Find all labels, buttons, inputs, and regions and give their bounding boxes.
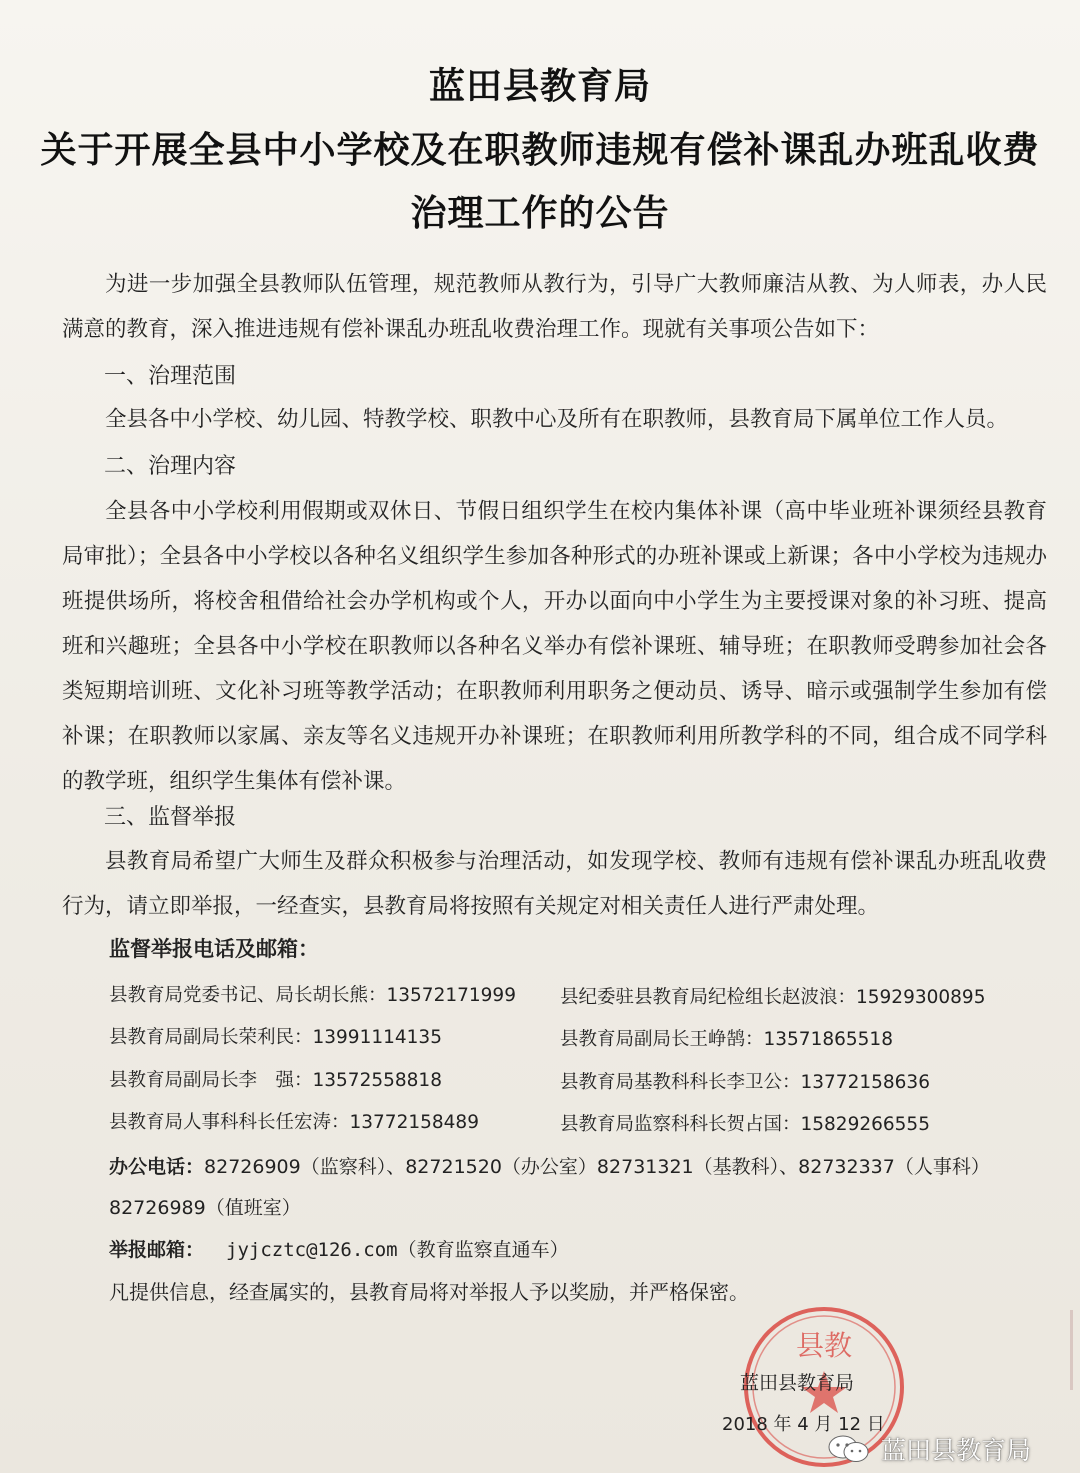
- signature-org: 蓝田县教育局: [740, 1372, 855, 1394]
- contact-right-3: 县教育局基教科科长李卫公：13772158636: [560, 1072, 930, 1093]
- stamp-text: 县教: [795, 1329, 853, 1362]
- section-1-body: 全县各中小学校、幼儿园、特教学校、职教中心及所有在职教师，县教育局下属单位工作人员。: [105, 407, 1009, 432]
- contacts-label: 监督举报电话及邮箱：: [109, 937, 319, 961]
- email-note: （教育监察直通车）: [397, 1239, 569, 1261]
- wechat-icon: [827, 1434, 871, 1464]
- office-phones-line: [109, 1152, 990, 1179]
- intro-paragraph: 为进一步加强全县教师队伍管理，规范教师从教行为，引导广大教师廉洁从教、为人师表，办人民满意的教育，深入推进违规有偿补课乱办班乱收费治理工作。现就有关事项公告如下：: [62, 272, 1047, 342]
- title-line-3: 治理工作的公告: [410, 192, 670, 234]
- email-line: [109, 1235, 569, 1262]
- section-2-body: 全县各中小学校利用假期或双休日、节假日组织学生在校内集体补课（高中毕业班补课须经县教育局审批）；全县各中小学校以各种名义组织学生参加各种形式的办班补课或上新课；各中小学校为违规办班提供场所，将校舍租借给社会办学机构或个人，开办以面向中小学生为主要授课对象的补习班、提高班和兴趣班；全县各中小学校在职教师以各种名义举办有偿补课班、辅导班；在职教师受聘参加社会各类短期培训班、文化补习班等教学活动；在职教师利用职务之便动员、诱导、暗示或强制学生参加有偿补课；在职教师以家属、亲友等名义违规开办补课班；在职教师利用所教学科的不同，组合成不同学科的教学班，组织学生集体有偿补课。: [62, 499, 1047, 794]
- office-phones-numbers: 82726909（监察科）、82721520（办公室）82731321（基教科）、82732337（人事科）: [204, 1156, 990, 1178]
- office-phones-label: 办公电话：: [109, 1156, 205, 1178]
- contact-left-3: 县教育局副局长李 强：13572558818: [109, 1070, 442, 1091]
- duty-room-phone: 82726989（值班室）: [109, 1197, 301, 1219]
- contact-right-4: 县教育局监察科科长贺占国：15829266555: [560, 1114, 930, 1135]
- contact-left-2: 县教育局副局长荣利民：13991114135: [109, 1027, 442, 1048]
- section-3-heading: 三、监督举报: [104, 805, 237, 830]
- email-label: 举报邮箱：: [109, 1239, 205, 1261]
- email-address: jyjcztc@126.com: [226, 1239, 398, 1261]
- section-3-body: 县教育局希望广大师生及群众积极参与治理活动，如发现学校、教师有违规有偿补课乱办班乱收费行为，请立即举报，一经查实，县教育局将按照有关规定对相关责任人进行严肃处理。: [62, 849, 1047, 919]
- contact-right-2: 县教育局副局长王峥鹄：13571865518: [560, 1029, 893, 1050]
- title-line-2: 关于开展全县中小学校及在职教师违规有偿补课乱办班乱收费: [40, 129, 1040, 171]
- contact-left-4: 县教育局人事科科长任宏涛：13772158489: [109, 1112, 479, 1133]
- watermark-account: 蓝田县教育局: [881, 1436, 1032, 1465]
- contact-right-1: 县纪委驻县教育局纪检组长赵波浪：15929300895: [560, 987, 986, 1008]
- section-2-heading: 二、治理内容: [104, 454, 237, 479]
- office-phones-line-2: [109, 1193, 301, 1220]
- contact-left-1: 县教育局党委书记、局长胡长熊：13572171999: [109, 985, 516, 1006]
- page-edge-mark: [1070, 1310, 1073, 1390]
- reward-note: 凡提供信息，经查属实的，县教育局将对举报人予以奖励，并严格保密。: [109, 1280, 749, 1304]
- section-1-heading: 一、治理范围: [104, 364, 237, 389]
- signature-date: 2018 年 4 月 12 日: [722, 1414, 885, 1435]
- wechat-watermark: [827, 1429, 1031, 1469]
- title-line-1: 蓝田县教育局: [428, 65, 651, 107]
